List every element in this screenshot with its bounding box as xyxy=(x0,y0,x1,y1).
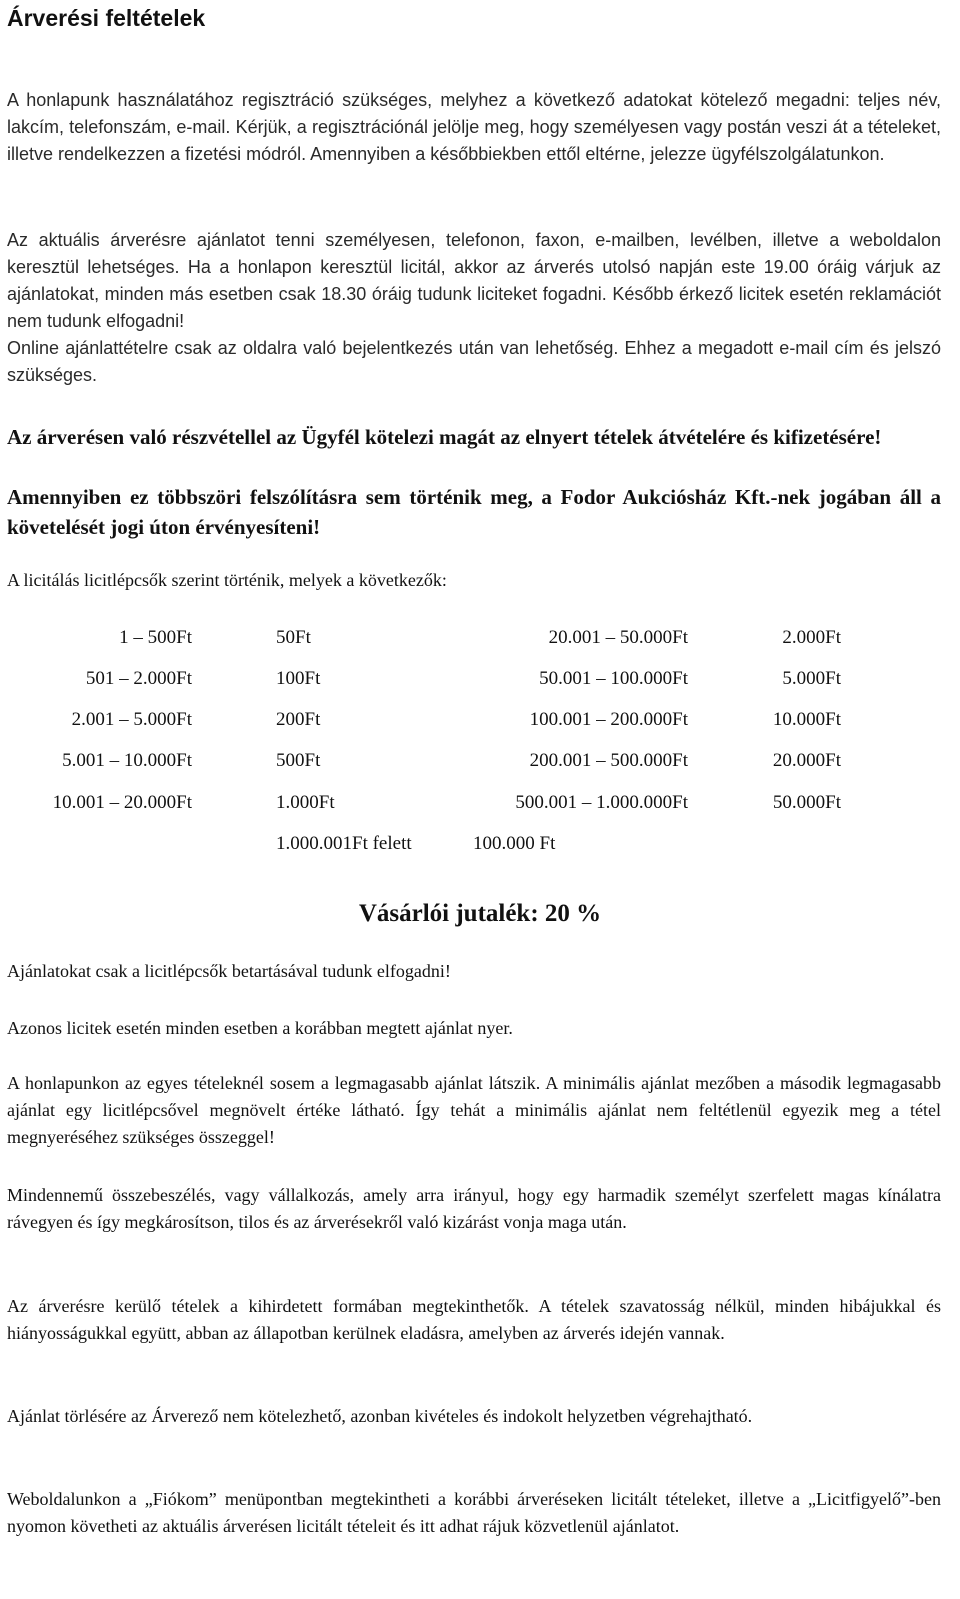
increment-range-cell: 50.001 – 100.000Ft xyxy=(539,668,688,689)
registration-paragraph: A honlapunk használatához regisztráció szükséges, melyhez a következő adatokat kötelező megadni: teljes név, lakcím, telefonszám, e-mail. Kérjük, a regisztrációnál jelölje meg, hogy személyesen vagy postán veszi át a tételeket, illetve rendelkezzen a fizetési módról. Amennyiben a későbbiekben ettől eltérne, jelezze ügyfélszolgálatunkon. xyxy=(7,90,941,164)
increment-step-cell: 1.000Ft xyxy=(276,792,335,813)
increment-range-cell: 20.001 – 50.000Ft xyxy=(548,627,688,648)
rule-paragraph: Mindennemű összebeszélés, vagy vállalkozás, amely arra irányul, hogy egy harmadik személyt szerfelett magas kínálatra rávegyen és így megkárosítson, tilos és az árverésekről való kizárást vonja maga után. xyxy=(7,1185,941,1232)
increment-range-cell: 5.001 – 10.000Ft xyxy=(62,750,192,771)
rule-paragraph: Azonos licitek esetén minden esetben a korábban megtett ajánlat nyer. xyxy=(7,1018,513,1038)
rule-paragraph: Ajánlat törlésére az Árverező nem kötelezhető, azonban kivételes és indokolt helyzetben végrehajtható. xyxy=(7,1406,753,1426)
obligation-notice: Az árverésen való részvétellel az Ügyfél kötelezi magát az elnyert tételek átvételére és kifizetésére! xyxy=(7,425,882,449)
increments-intro: A licitálás licitlépcsők szerint történik, melyek a következők: xyxy=(7,570,447,590)
increment-step-cell: 5.000Ft xyxy=(782,668,841,689)
increment-step-cell: 2.000Ft xyxy=(782,627,841,648)
increment-step-cell: 200Ft xyxy=(276,709,321,730)
enforcement-notice: Amennyiben ez többszöri felszólításra sem történik meg, a Fodor Aukciósház Kft.-nek jogában áll a követelését jogi úton érvényesíteni! xyxy=(7,485,941,539)
increment-step-cell: 500Ft xyxy=(276,750,321,771)
increment-step-cell: 50Ft xyxy=(276,627,311,648)
rule-paragraph: Ajánlatokat csak a licitlépcsők betartásával tudunk elfogadni! xyxy=(7,961,451,981)
rule-paragraph: Az árverésre kerülő tételek a kihirdetett formában megtekinthetők. A tételek szavatosság nélkül, minden hibájukkal és hiányosságukkal együtt, abban az állapotban kerülnek eladásra, amelyben az árverés idején vannak. xyxy=(7,1296,941,1343)
increment-range-cell: 100.001 – 200.000Ft xyxy=(529,709,688,730)
increment-range-cell: 501 – 2.000Ft xyxy=(85,668,192,689)
increment-step-cell: 100.000 Ft xyxy=(473,833,556,854)
increment-range-cell: 2.001 – 5.000Ft xyxy=(71,709,192,730)
increment-range-cell: 200.001 – 500.000Ft xyxy=(529,750,688,771)
increment-step-cell: 20.000Ft xyxy=(772,750,841,771)
buyer-commission: Vásárlói jutalék: 20 % xyxy=(358,900,602,927)
bidding-methods-paragraph: Az aktuális árverésre ajánlatot tenni személyesen, telefonon, faxon, e-mailben, levélben, illetve a weboldalon keresztül lehetséges. Ha a honlapon keresztül licitál, akkor az árverés utolsó napján este 19.00 óráig várjuk az ajánlatokat, minden más esetben csak 18.30 óráig tudunk liciteket fogadni. Később érkező licitek esetén reklamációt nem tudunk elfogadni! xyxy=(7,230,941,331)
increment-range-cell: 500.001 – 1.000.000Ft xyxy=(515,792,688,813)
rule-paragraph: A honlapunkon az egyes tételeknél sosem a legmagasabb ajánlat látszik. A minimális ajánlat mezőben a második legmagasabb ajánlat egy licitlépcsővel megnövelt értéke látható. Így tehát a minimális ajánlat nem feltétlenül egyezik meg a tétel megnyeréséhez szükséges összeggel! xyxy=(7,1073,941,1147)
increment-range-cell: 1.000.001Ft felett xyxy=(276,833,412,854)
increment-step-cell: 10.000Ft xyxy=(772,709,841,730)
increment-step-cell: 100Ft xyxy=(276,668,321,689)
increment-range-cell: 10.001 – 20.000Ft xyxy=(52,792,192,813)
bid-increment-table xyxy=(0,620,960,870)
increment-range-cell: 1 – 500Ft xyxy=(119,627,192,648)
page-title: Árverési feltételek xyxy=(7,5,206,31)
increment-step-cell: 50.000Ft xyxy=(772,792,841,813)
rule-paragraph: Weboldalunkon a „Fiókom” menüpontban megtekintheti a korábbi árveréseken licitált tételeket, illetve a „Licitfigyelő”-ben nyomon követheti az aktuális árverésen licitált tételeit és itt adhat rájuk közvetlenül ajánlatot. xyxy=(7,1489,941,1536)
online-bidding-paragraph: Online ajánlattételre csak az oldalra való bejelentkezés után van lehetőség. Ehhez a megadott e-mail cím és jelszó szükséges. xyxy=(7,338,941,385)
